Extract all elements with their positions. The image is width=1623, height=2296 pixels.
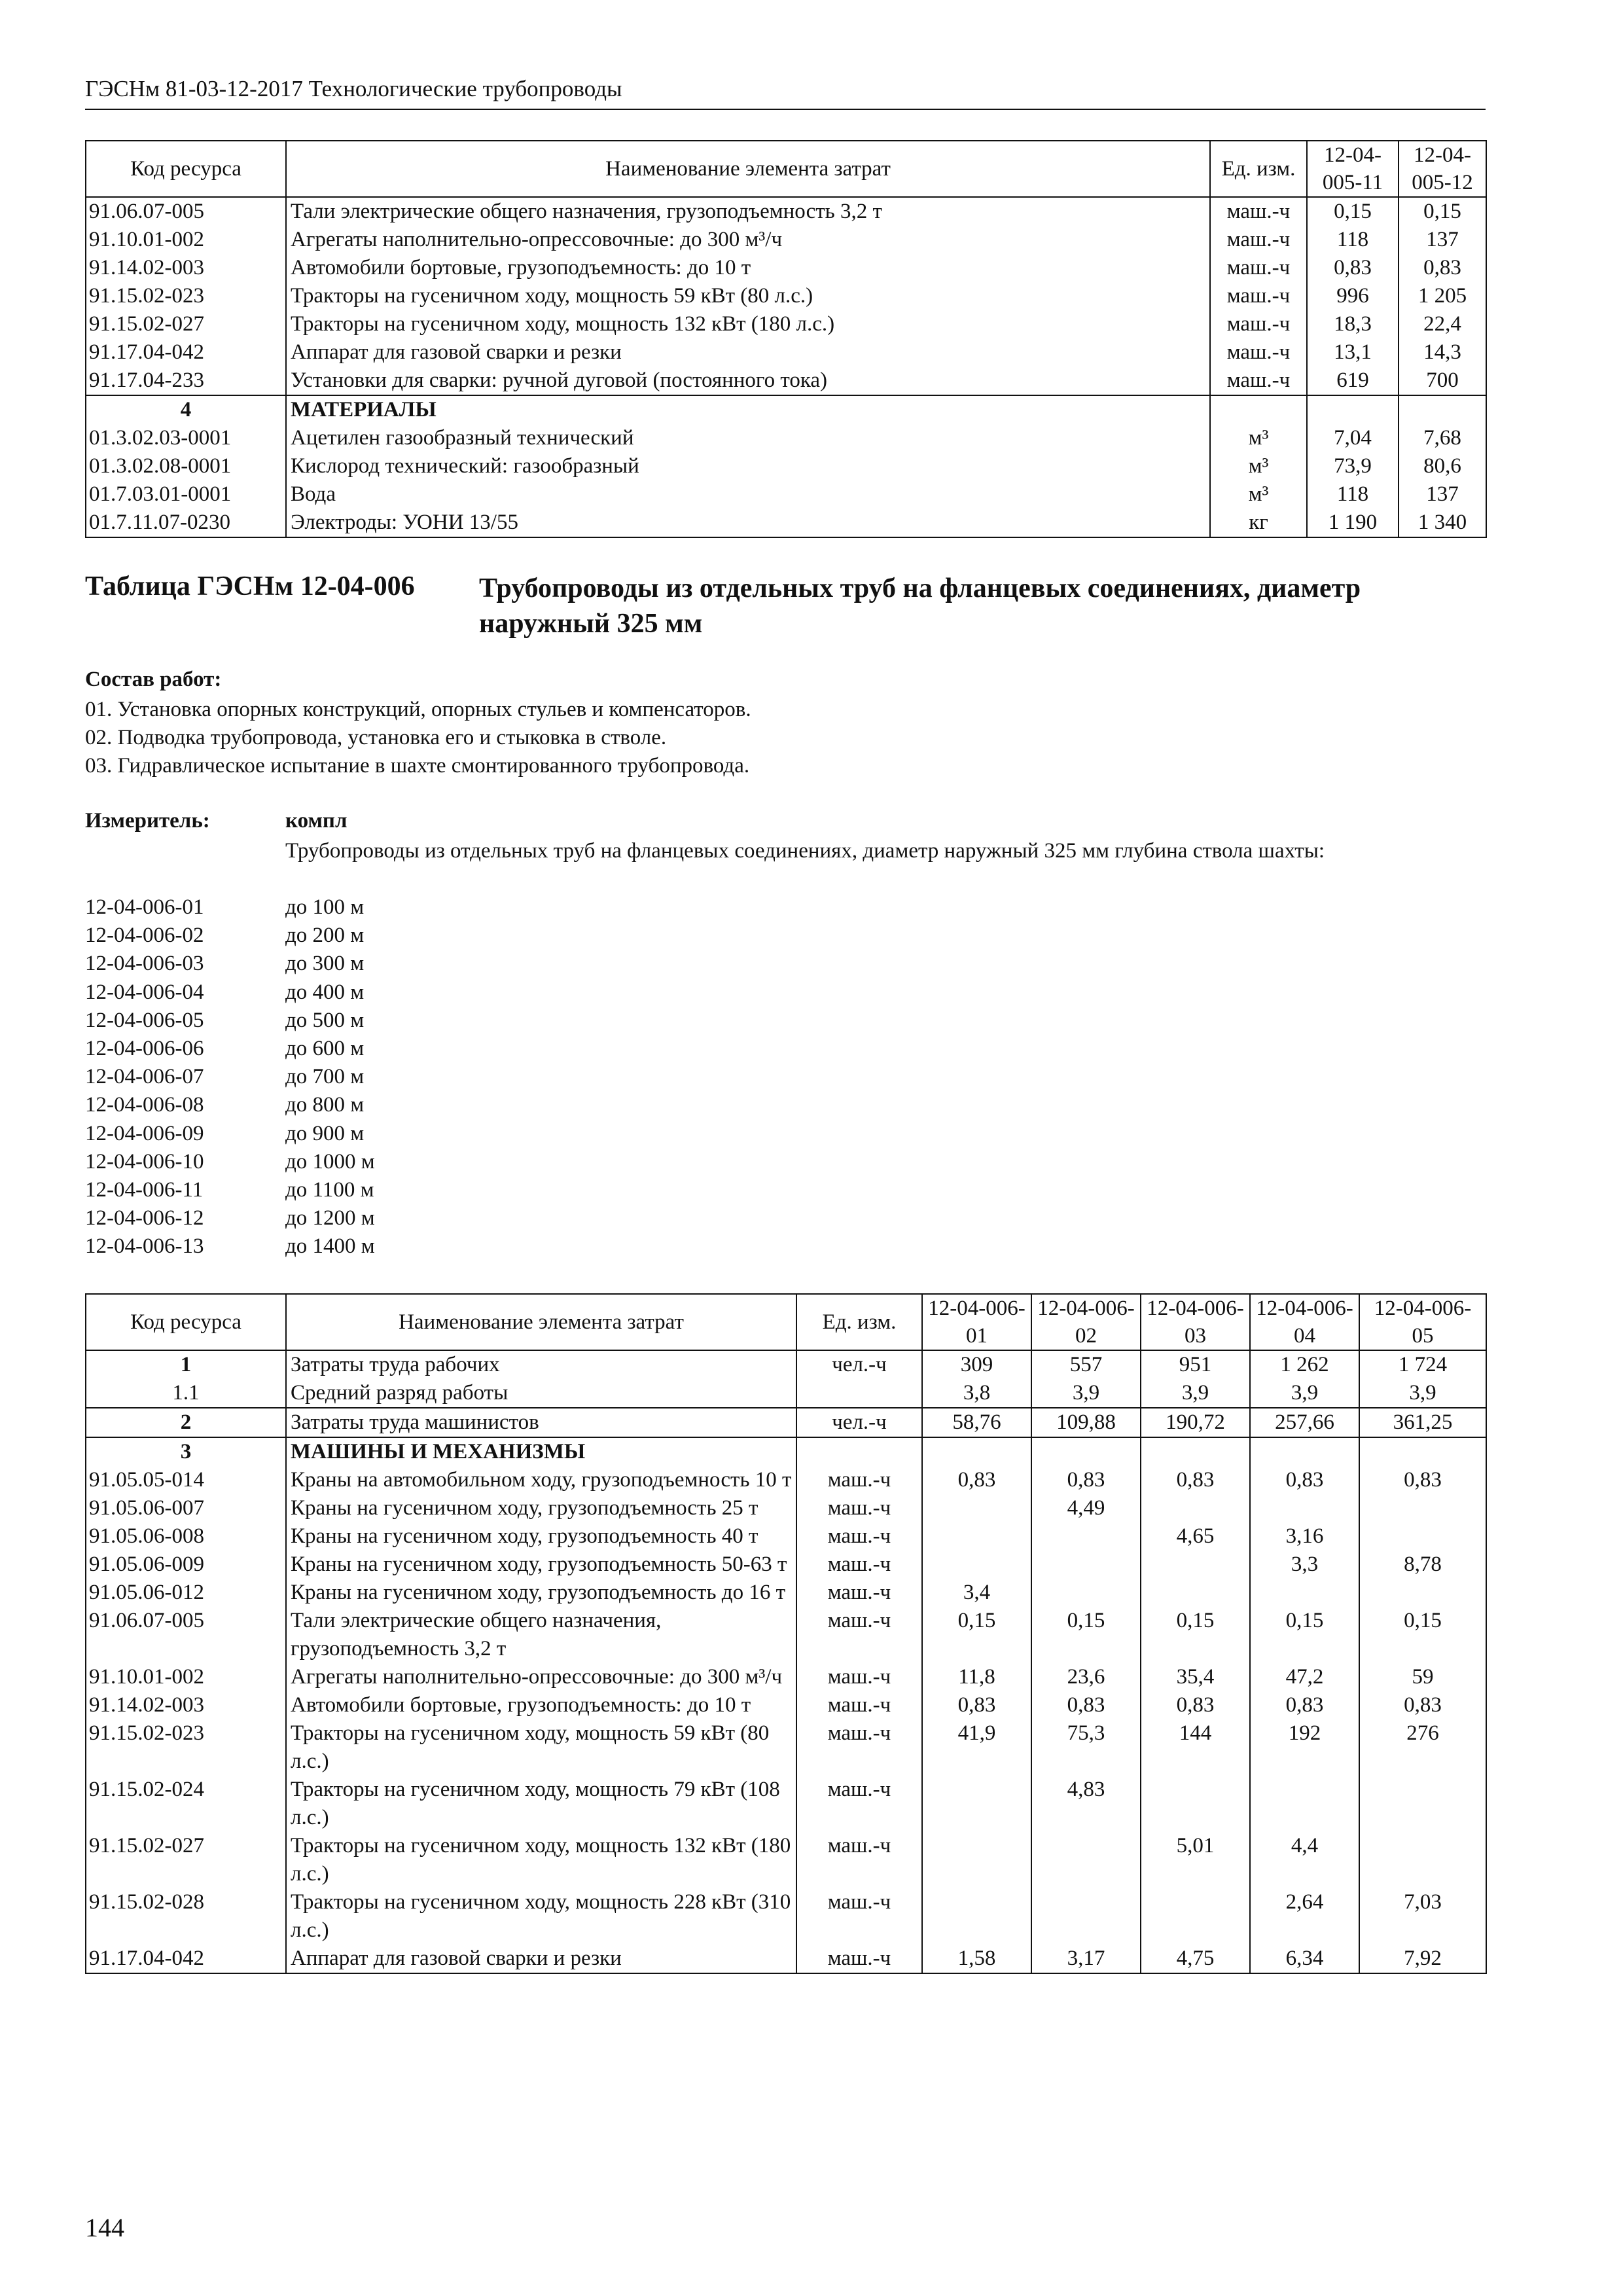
value-col-2: 0,15: [1031, 1607, 1141, 1663]
resource-code: 91.14.02-003: [86, 1691, 286, 1719]
value-col-5: 1 724: [1359, 1350, 1486, 1379]
resource-code: 91.15.02-027: [86, 1832, 286, 1888]
section-number: 4: [86, 395, 286, 424]
variant-code: 12-04-006-04: [85, 980, 204, 1004]
header-col-4: 12-04-006-04: [1250, 1294, 1359, 1350]
resource-unit: чел.-ч: [796, 1408, 922, 1437]
empty-cell: [1359, 1437, 1486, 1466]
resource-code: 91.17.04-042: [86, 338, 286, 367]
value-col-3: 144: [1141, 1719, 1250, 1776]
value-col-3: 4,75: [1141, 1945, 1250, 1973]
resource-name: Тракторы на гусеничном ходу, мощность 132 кВт (180 л.с.): [286, 310, 1210, 338]
table-row: [86, 480, 1486, 509]
variant-depth: до 1000 м: [285, 1149, 375, 1174]
value-col-1: 309: [922, 1350, 1031, 1379]
value-col-4: 47,2: [1250, 1663, 1359, 1691]
table-row: [86, 1494, 1486, 1522]
variant-depth: до 600 м: [285, 1036, 365, 1060]
value-col-2: [1031, 1551, 1141, 1579]
value-col-4: [1250, 1776, 1359, 1832]
variant-item: [85, 1204, 375, 1232]
resource-name: Краны на гусеничном ходу, грузоподъемность 50-63 т: [286, 1551, 796, 1579]
resource-name: Установки для сварки: ручной дуговой (постоянного тока): [286, 367, 1210, 395]
resource-name: Тракторы на гусеничном ходу, мощность 59 кВт (80 л.с.): [286, 1719, 796, 1776]
value-col-2: 557: [1031, 1350, 1141, 1379]
table-row: [86, 1522, 1486, 1551]
resource-code: 91.06.07-005: [86, 1607, 286, 1663]
variant-depth: до 900 м: [285, 1121, 365, 1145]
value-col-3: [1141, 1776, 1250, 1832]
resource-code: 91.05.06-007: [86, 1494, 286, 1522]
value-col-5: [1359, 1776, 1486, 1832]
header-name: Наименование элемента затрат: [286, 1294, 796, 1350]
resource-unit: м³: [1210, 452, 1307, 480]
value-col-1: 118: [1307, 226, 1399, 254]
variant-depth: до 200 м: [285, 924, 365, 948]
table-row: [86, 1832, 1486, 1888]
resource-name: Электроды: УОНИ 13/55: [286, 509, 1210, 537]
table-row: [86, 1691, 1486, 1719]
empty-cell: [1210, 395, 1307, 424]
value-col-4: 6,34: [1250, 1945, 1359, 1973]
value-col-1: 73,9: [1307, 452, 1399, 480]
table-header-row: [86, 141, 1486, 197]
value-col-2: [1031, 1888, 1141, 1945]
variant-code: 12-04-006-08: [85, 1093, 204, 1117]
resource-name: Тали электрические общего назначения, грузоподъемность 3,2 т: [286, 197, 1210, 226]
resource-name: Затраты труда рабочих: [286, 1350, 796, 1379]
resource-unit: маш.-ч: [796, 1691, 922, 1719]
value-col-3: 0,83: [1141, 1466, 1250, 1494]
resource-unit: маш.-ч: [1210, 197, 1307, 226]
value-col-5: [1359, 1579, 1486, 1607]
resource-unit: чел.-ч: [796, 1350, 922, 1379]
section-row-machines: [86, 1437, 1486, 1466]
header-code: Код ресурса: [86, 1294, 286, 1350]
resource-code: 91.10.01-002: [86, 1663, 286, 1691]
value-col-1: 0,83: [1307, 254, 1399, 282]
resource-unit: маш.-ч: [796, 1494, 922, 1522]
table-name: Трубопроводы из отдельных труб на фланцевых соединениях, диаметр наружный 325 мм: [479, 573, 1361, 639]
empty-cell: [1031, 1437, 1141, 1466]
value-col-4: 0,83: [1250, 1466, 1359, 1494]
value-col-4: 0,15: [1250, 1607, 1359, 1663]
table-row: [86, 1379, 1486, 1408]
resource-name: Краны на гусеничном ходу, грузоподъемность 25 т: [286, 1494, 796, 1522]
table-row: [86, 197, 1486, 226]
resource-code: 91.17.04-042: [86, 1945, 286, 1973]
resource-unit: маш.-ч: [796, 1607, 922, 1663]
composition-item: 01. Установка опорных конструкций, опорных стульев и компенсаторов.: [85, 698, 751, 721]
value-col-1: 3,4: [922, 1579, 1031, 1607]
value-col-1: [922, 1494, 1031, 1522]
variant-depth: до 1100 м: [285, 1177, 374, 1202]
value-col-3: [1141, 1551, 1250, 1579]
resource-code: 01.3.02.03-0001: [86, 424, 286, 452]
value-col-2: [1031, 1579, 1141, 1607]
table-number: Таблица ГЭСНм 12-04-006: [85, 571, 415, 601]
value-col-5: [1359, 1522, 1486, 1551]
value-col-1: 11,8: [922, 1663, 1031, 1691]
resource-unit: маш.-ч: [796, 1466, 922, 1494]
resource-code: 01.3.02.08-0001: [86, 452, 286, 480]
resource-unit: маш.-ч: [796, 1776, 922, 1832]
variant-item: [85, 1007, 375, 1035]
value-col-1: 118: [1307, 480, 1399, 509]
header-unit: Ед. изм.: [796, 1294, 922, 1350]
value-col-3: [1141, 1579, 1250, 1607]
section-row-materials: [86, 395, 1486, 424]
value-col-3: 0,83: [1141, 1691, 1250, 1719]
variant-code: 12-04-006-10: [85, 1149, 204, 1174]
value-col-5: 7,92: [1359, 1945, 1486, 1973]
empty-cell: [922, 1437, 1031, 1466]
resource-unit: маш.-ч: [796, 1945, 922, 1973]
value-col-2: 700: [1399, 367, 1486, 395]
value-col-2: 1 340: [1399, 509, 1486, 537]
meter-description: Трубопроводы из отдельных труб на фланцевых соединениях, диаметр наружный 325 мм глубина ствола шахты:: [285, 839, 1325, 863]
value-col-2: 7,68: [1399, 424, 1486, 452]
variant-code: 12-04-006-02: [85, 924, 204, 948]
composition-list: [85, 696, 751, 780]
variant-item: [85, 1091, 375, 1119]
variant-depth: до 1200 м: [285, 1206, 375, 1230]
value-col-1: [922, 1888, 1031, 1945]
table-row: [86, 424, 1486, 452]
header-col-2: 12-04-006-02: [1031, 1294, 1141, 1350]
variant-item: [85, 1232, 375, 1261]
value-col-2: 22,4: [1399, 310, 1486, 338]
resource-unit: маш.-ч: [1210, 367, 1307, 395]
section-number: 3: [86, 1437, 286, 1466]
variant-code: 12-04-006-05: [85, 1008, 204, 1032]
resource-name: Автомобили бортовые, грузоподъемность: до 10 т: [286, 1691, 796, 1719]
resource-unit: м³: [1210, 480, 1307, 509]
value-col-1: 996: [1307, 282, 1399, 310]
value-col-4: 3,16: [1250, 1522, 1359, 1551]
header-col-5: 12-04-006-05: [1359, 1294, 1486, 1350]
table-row: [86, 367, 1486, 395]
value-col-1: 58,76: [922, 1408, 1031, 1437]
value-col-3: 4,65: [1141, 1522, 1250, 1551]
resource-code: 91.15.02-023: [86, 1719, 286, 1776]
table-header-row: [86, 1294, 1486, 1350]
resource-name: Тракторы на гусеничном ходу, мощность 79 кВт (108 л.с.): [286, 1776, 796, 1832]
table-12-04-005-continuation: [85, 140, 1487, 538]
value-col-4: 3,3: [1250, 1551, 1359, 1579]
resource-name: Тракторы на гусеничном ходу, мощность 132 кВт (180 л.с.): [286, 1832, 796, 1888]
header-name: Наименование элемента затрат: [286, 141, 1210, 197]
value-col-2: 1 205: [1399, 282, 1486, 310]
value-col-3: 3,9: [1141, 1379, 1250, 1408]
value-col-4: 4,4: [1250, 1832, 1359, 1888]
resource-unit: маш.-ч: [1210, 226, 1307, 254]
variant-item: [85, 950, 375, 978]
value-col-3: [1141, 1888, 1250, 1945]
resource-unit: маш.-ч: [1210, 310, 1307, 338]
value-col-2: 23,6: [1031, 1663, 1141, 1691]
header-code: Код ресурса: [86, 141, 286, 197]
table-row: [86, 1945, 1486, 1973]
resource-code: 01.7.11.07-0230: [86, 509, 286, 537]
value-col-2: 0,83: [1031, 1466, 1141, 1494]
table-row: [86, 310, 1486, 338]
value-col-1: 1,58: [922, 1945, 1031, 1973]
value-col-5: 0,83: [1359, 1691, 1486, 1719]
value-col-1: [922, 1522, 1031, 1551]
section-title: МАТЕРИАЛЫ: [286, 395, 1210, 424]
table-row: [86, 226, 1486, 254]
resource-code: 91.05.06-009: [86, 1551, 286, 1579]
table-row: [86, 254, 1486, 282]
value-col-1: 13,1: [1307, 338, 1399, 367]
value-col-3: 5,01: [1141, 1832, 1250, 1888]
resource-name: Вода: [286, 480, 1210, 509]
resource-unit: маш.-ч: [796, 1551, 922, 1579]
table-row: [86, 338, 1486, 367]
resource-unit: маш.-ч: [1210, 338, 1307, 367]
resource-name: Тали электрические общего назначения, грузоподъемность 3,2 т: [286, 1607, 796, 1663]
value-col-1: [922, 1776, 1031, 1832]
table-row: [86, 1719, 1486, 1776]
running-header: ГЭСНм 81-03-12-2017 Технологические трубопроводы: [85, 76, 622, 101]
page-number: 144: [85, 2213, 124, 2242]
resource-name: Агрегаты наполнительно-опрессовочные: до 300 м³/ч: [286, 1663, 796, 1691]
variant-depth: до 100 м: [285, 895, 365, 919]
composition-heading: Состав работ:: [85, 668, 222, 691]
table-12-04-006: [85, 1293, 1487, 1974]
empty-cell: [1307, 395, 1399, 424]
header-rule: [85, 109, 1486, 110]
value-col-2: 0,15: [1399, 197, 1486, 226]
resource-code: 91.14.02-003: [86, 254, 286, 282]
resource-code: 2: [86, 1408, 286, 1437]
variant-code: 12-04-006-11: [85, 1177, 204, 1202]
table-row: [86, 509, 1486, 537]
value-col-1: 0,83: [922, 1691, 1031, 1719]
resource-unit: кг: [1210, 509, 1307, 537]
value-col-5: [1359, 1832, 1486, 1888]
resource-unit: маш.-ч: [796, 1663, 922, 1691]
value-col-2: 80,6: [1399, 452, 1486, 480]
variant-item: [85, 1120, 375, 1148]
variant-item: [85, 1035, 375, 1063]
resource-code: 91.15.02-023: [86, 282, 286, 310]
value-col-5: 3,9: [1359, 1379, 1486, 1408]
variant-list: [85, 893, 375, 1261]
variant-item: [85, 1176, 375, 1204]
table-row: [86, 1551, 1486, 1579]
empty-cell: [1141, 1437, 1250, 1466]
variant-code: 12-04-006-03: [85, 952, 204, 976]
value-col-2: 0,83: [1031, 1691, 1141, 1719]
value-col-5: 0,15: [1359, 1607, 1486, 1663]
empty-cell: [796, 1437, 922, 1466]
empty-cell: [1250, 1437, 1359, 1466]
value-col-4: 257,66: [1250, 1408, 1359, 1437]
value-col-5: 7,03: [1359, 1888, 1486, 1945]
value-col-2: 137: [1399, 226, 1486, 254]
table-row: [86, 1776, 1486, 1832]
resource-name: Аппарат для газовой сварки и резки: [286, 338, 1210, 367]
value-col-2: [1031, 1832, 1141, 1888]
resource-name: Тракторы на гусеничном ходу, мощность 228 кВт (310 л.с.): [286, 1888, 796, 1945]
resource-name: Краны на гусеничном ходу, грузоподъемность 40 т: [286, 1522, 796, 1551]
value-col-5: 361,25: [1359, 1408, 1486, 1437]
value-col-2: 137: [1399, 480, 1486, 509]
value-col-4: [1250, 1579, 1359, 1607]
header-col-3: 12-04-006-03: [1141, 1294, 1250, 1350]
resource-code: 91.10.01-002: [86, 226, 286, 254]
value-col-2: 14,3: [1399, 338, 1486, 367]
resource-name: Средний разряд работы: [286, 1379, 796, 1408]
value-col-1: 0,15: [922, 1607, 1031, 1663]
value-col-2: [1031, 1522, 1141, 1551]
value-col-1: 1 190: [1307, 509, 1399, 537]
value-col-5: [1359, 1494, 1486, 1522]
resource-name: Затраты труда машинистов: [286, 1408, 796, 1437]
resource-name: Краны на автомобильном ходу, грузоподъемность 10 т: [286, 1466, 796, 1494]
table-row: [86, 1466, 1486, 1494]
resource-code: 91.06.07-005: [86, 197, 286, 226]
meter-unit: компл: [285, 809, 348, 833]
value-col-3: 190,72: [1141, 1408, 1250, 1437]
value-col-4: 192: [1250, 1719, 1359, 1776]
resource-code: 1: [86, 1350, 286, 1379]
resource-code: 91.05.05-014: [86, 1466, 286, 1494]
variant-depth: до 500 м: [285, 1008, 365, 1032]
value-col-2: 3,17: [1031, 1945, 1141, 1973]
value-col-5: 0,83: [1359, 1466, 1486, 1494]
resource-unit: маш.-ч: [796, 1579, 922, 1607]
value-col-1: 3,8: [922, 1379, 1031, 1408]
resource-code: 91.15.02-027: [86, 310, 286, 338]
table-row: [86, 1663, 1486, 1691]
variant-code: 12-04-006-12: [85, 1206, 204, 1230]
resource-code: 91.15.02-028: [86, 1888, 286, 1945]
variant-item: [85, 978, 375, 1007]
variant-item: [85, 1063, 375, 1091]
resource-code: 1.1: [86, 1379, 286, 1408]
resource-name: Агрегаты наполнительно-опрессовочные: до 300 м³/ч: [286, 226, 1210, 254]
header-col-1: 12-04-006-01: [922, 1294, 1031, 1350]
resource-unit: маш.-ч: [796, 1832, 922, 1888]
resource-name: Краны на гусеничном ходу, грузоподъемность до 16 т: [286, 1579, 796, 1607]
value-col-5: 59: [1359, 1663, 1486, 1691]
meter-label: Измеритель:: [85, 809, 210, 833]
table-row: [86, 1888, 1486, 1945]
resource-unit: [796, 1379, 922, 1408]
variant-depth: до 300 м: [285, 952, 365, 976]
resource-code: 91.05.06-012: [86, 1579, 286, 1607]
resource-name: Автомобили бортовые, грузоподъемность: до 10 т: [286, 254, 1210, 282]
value-col-1: 7,04: [1307, 424, 1399, 452]
value-col-1: 0,83: [922, 1466, 1031, 1494]
variant-code: 12-04-006-13: [85, 1234, 204, 1259]
value-col-1: [922, 1551, 1031, 1579]
value-col-2: 3,9: [1031, 1379, 1141, 1408]
value-col-4: 2,64: [1250, 1888, 1359, 1945]
variant-depth: до 700 м: [285, 1065, 365, 1089]
value-col-2: 4,83: [1031, 1776, 1141, 1832]
variant-depth: до 1400 м: [285, 1234, 375, 1259]
empty-cell: [1399, 395, 1486, 424]
variant-depth: до 400 м: [285, 980, 365, 1004]
variant-item: [85, 922, 375, 950]
value-col-3: 951: [1141, 1350, 1250, 1379]
value-col-3: [1141, 1494, 1250, 1522]
resource-code: 91.17.04-233: [86, 367, 286, 395]
value-col-4: 3,9: [1250, 1379, 1359, 1408]
table-row: [86, 282, 1486, 310]
variant-code: 12-04-006-07: [85, 1065, 204, 1089]
section-title: МАШИНЫ И МЕХАНИЗМЫ: [286, 1437, 796, 1466]
variant-code: 12-04-006-06: [85, 1036, 204, 1060]
value-col-3: 0,15: [1141, 1607, 1250, 1663]
value-col-5: 276: [1359, 1719, 1486, 1776]
resource-code: 01.7.03.01-0001: [86, 480, 286, 509]
table-row: [86, 452, 1486, 480]
composition-item: 03. Гидравлическое испытание в шахте смонтированного трубопровода.: [85, 754, 750, 778]
resource-unit: маш.-ч: [796, 1719, 922, 1776]
resource-unit: м³: [1210, 424, 1307, 452]
resource-name: Аппарат для газовой сварки и резки: [286, 1945, 796, 1973]
table-row: [86, 1579, 1486, 1607]
variant-item: [85, 893, 375, 922]
composition-item: 02. Подводка трубопровода, установка его и стыковка в стволе.: [85, 726, 667, 749]
value-col-4: 1 262: [1250, 1350, 1359, 1379]
value-col-4: [1250, 1494, 1359, 1522]
header-unit: Ед. изм.: [1210, 141, 1307, 197]
header-col-1: 12-04-005-11: [1307, 141, 1399, 197]
value-col-4: 0,83: [1250, 1691, 1359, 1719]
table-row: [86, 1607, 1486, 1663]
value-col-3: 35,4: [1141, 1663, 1250, 1691]
header-col-2: 12-04-005-12: [1399, 141, 1486, 197]
value-col-2: 0,83: [1399, 254, 1486, 282]
value-col-1: [922, 1832, 1031, 1888]
value-col-1: 619: [1307, 367, 1399, 395]
table-row: [86, 1408, 1486, 1437]
resource-unit: маш.-ч: [1210, 254, 1307, 282]
resource-unit: маш.-ч: [796, 1888, 922, 1945]
resource-name: Ацетилен газообразный технический: [286, 424, 1210, 452]
value-col-1: 0,15: [1307, 197, 1399, 226]
resource-code: 91.15.02-024: [86, 1776, 286, 1832]
variant-code: 12-04-006-01: [85, 895, 204, 919]
table-row: [86, 1350, 1486, 1379]
resource-unit: маш.-ч: [1210, 282, 1307, 310]
value-col-1: 18,3: [1307, 310, 1399, 338]
variant-code: 12-04-006-09: [85, 1121, 204, 1145]
variant-depth: до 800 м: [285, 1093, 365, 1117]
resource-code: 91.05.06-008: [86, 1522, 286, 1551]
value-col-5: 8,78: [1359, 1551, 1486, 1579]
value-col-2: 109,88: [1031, 1408, 1141, 1437]
resource-name: Тракторы на гусеничном ходу, мощность 59 кВт (80 л.с.): [286, 282, 1210, 310]
value-col-1: 41,9: [922, 1719, 1031, 1776]
variant-item: [85, 1148, 375, 1176]
resource-name: Кислород технический: газообразный: [286, 452, 1210, 480]
value-col-2: 75,3: [1031, 1719, 1141, 1776]
resource-unit: маш.-ч: [796, 1522, 922, 1551]
value-col-2: 4,49: [1031, 1494, 1141, 1522]
